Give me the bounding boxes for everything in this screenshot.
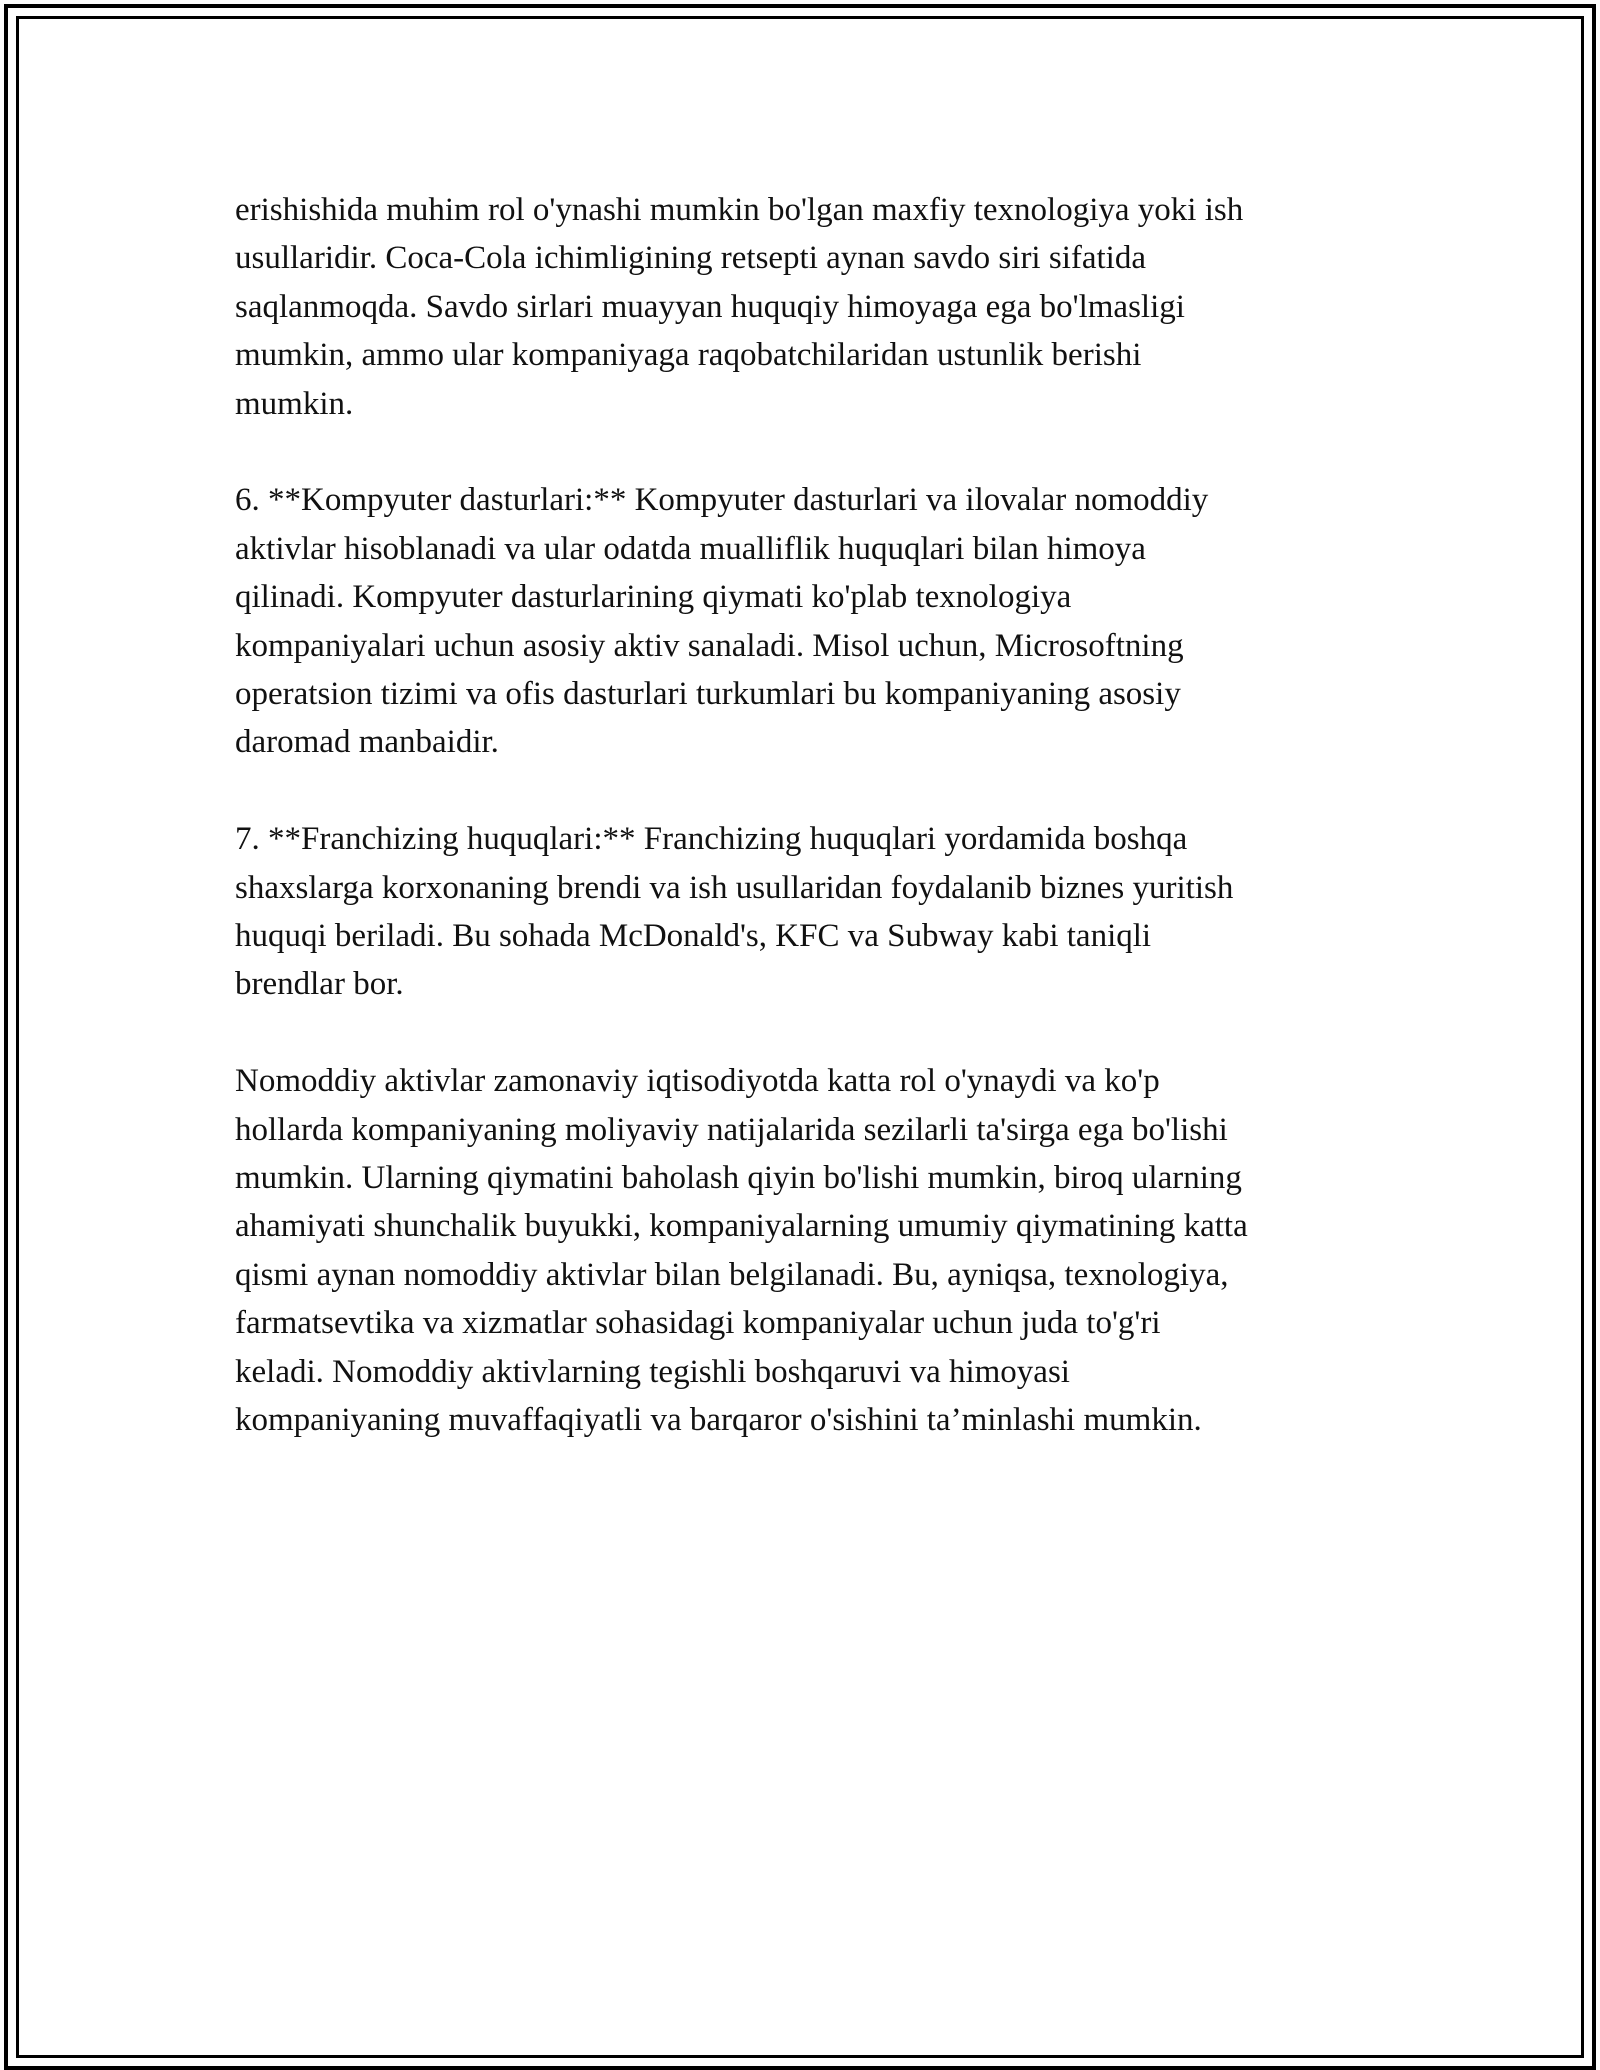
document-body <box>235 186 1365 1493</box>
paragraph-trade-secrets: erishishida muhim rol o'ynashi mumkin bo'lgan maxfiy texnologiya yoki ish usullaridir. Coca-Cola ichimligining retsepti aynan savdo siri sifatida saqlanmoqda. Savdo sirlari muayyan huquqiy himoyaga ega bo'lmasligi mumkin, ammo ular kompaniyaga raqobatchilaridan ustunlik berishi mumkin. <box>235 192 1244 422</box>
paragraph-conclusion: Nomoddiy aktivlar zamonaviy iqtisodiyotda katta rol o'ynaydi va ko'p hollarda kompaniyaning moliyaviy natijalarida sezilarli ta'sirga ega bo'lishi mumkin. Ularning qiymatini baholash qiyin bo'lishi mumkin, biroq ularning ahamiyati shunchalik buyukki, kompaniyalarning umumiy qiymatining katta qismi aynan nomoddiy aktivlar bilan belgilanadi. Bu, ayniqsa, texnologiya, farmatsevtika va xizmatlar sohasidagi kompaniyalar uchun juda to'g'ri keladi. Nomoddiy aktivlarning tegishli boshqaruvi va himoyasi kompaniyaning muvaffaqiyatli va barqaror o'sishini ta’minlashi mumkin. <box>235 1063 1248 1439</box>
paragraph-franchising-rights: 7. **Franchizing huquqlari:** Franchizing huquqlari yordamida boshqa shaxslarga korxonaning brendi va ish usullaridan foydalanib biznes yuritish huquqi beriladi. Bu sohada McDonald's, KFC va Subway kabi taniqli brendlar bor. <box>235 821 1234 1003</box>
paragraph-computer-programs: 6. **Kompyuter dasturlari:** Kompyuter dasturlari va ilovalar nomoddiy aktivlar hisoblanadi va ular odatda mualliflik huquqlari bilan himoya qilinadi. Kompyuter dasturlarining qiymati ko'plab texnologiya kompaniyalari uchun asosiy aktiv sanaladi. Misol uchun, Microsoftning operatsion tizimi va ofis dasturlari turkumlari bu kompaniyaning asosiy daromad manbaidir. <box>235 482 1209 761</box>
